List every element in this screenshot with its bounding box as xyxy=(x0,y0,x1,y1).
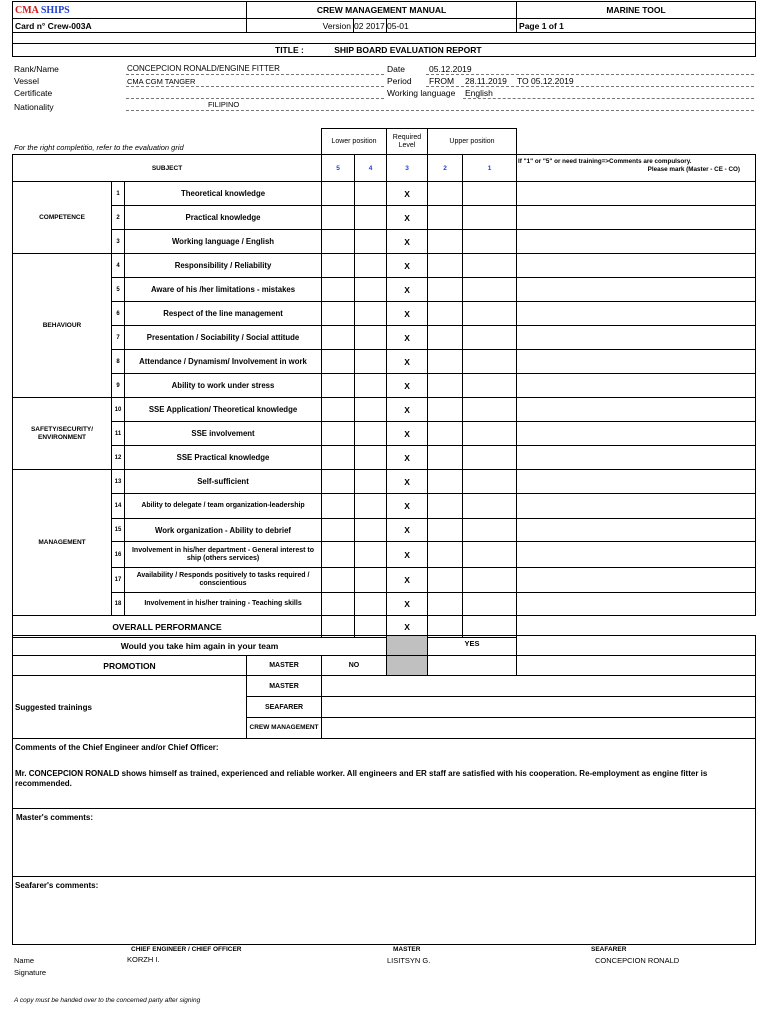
item-number: 3 xyxy=(112,230,125,254)
comment-cell[interactable] xyxy=(517,519,756,542)
score-cell-3[interactable]: X xyxy=(387,593,428,616)
version-value: 02 2017 xyxy=(354,20,385,31)
comment-cell[interactable] xyxy=(517,446,756,470)
name-label: Name xyxy=(14,956,35,965)
score-cell-1[interactable] xyxy=(463,206,517,230)
comment-cell[interactable] xyxy=(517,593,756,616)
rank-value: CONCEPCION RONALD/ENGINE FITTER xyxy=(127,64,280,73)
score-cell-5[interactable] xyxy=(322,542,355,568)
score-cell-2[interactable] xyxy=(428,542,463,568)
score-cell-4[interactable] xyxy=(355,568,387,593)
score-5: 5 xyxy=(322,155,355,182)
overall-score-3[interactable]: X xyxy=(387,616,428,638)
score-cell-5[interactable] xyxy=(322,278,355,302)
score-cell-5[interactable] xyxy=(322,568,355,593)
version-date: 05-01 xyxy=(387,19,517,33)
comment-cell[interactable] xyxy=(517,374,756,398)
item-label: Aware of his /her limitations - mistakes xyxy=(125,278,322,302)
promotion-value: NO xyxy=(322,656,387,676)
score-cell-2[interactable] xyxy=(428,446,463,470)
overall-label: OVERALL PERFORMANCE xyxy=(13,616,322,638)
score-cell-5[interactable] xyxy=(322,593,355,616)
evaluation-row xyxy=(13,230,756,254)
score-cell-4[interactable] xyxy=(355,350,387,374)
item-number: 13 xyxy=(112,470,125,494)
item-number: 7 xyxy=(112,326,125,350)
score-cell-4[interactable] xyxy=(355,422,387,446)
score-cell-5[interactable] xyxy=(322,422,355,446)
suggested-crew-field[interactable] xyxy=(322,718,756,739)
rule xyxy=(126,98,384,99)
evaluation-row xyxy=(13,568,756,593)
score-cell-3[interactable]: X xyxy=(387,302,428,326)
item-label: Practical knowledge xyxy=(125,206,322,230)
score-cell-2[interactable] xyxy=(428,302,463,326)
evaluation-row xyxy=(13,398,756,422)
score-cell-1[interactable] xyxy=(463,182,517,206)
comment-cell[interactable] xyxy=(517,278,756,302)
rule xyxy=(126,74,384,75)
item-label: SSE involvement xyxy=(125,422,322,446)
item-label: Attendance / Dynamism/ Involvement in work xyxy=(125,350,322,374)
comment-note xyxy=(517,155,756,182)
period-label: Period xyxy=(387,76,412,86)
score-cell-1[interactable] xyxy=(463,350,517,374)
item-number: 11 xyxy=(112,422,125,446)
comment-cell[interactable] xyxy=(517,182,756,206)
title-label: TITLE : xyxy=(275,45,304,55)
score-cell-3[interactable]: X xyxy=(387,254,428,278)
suggested-seafarer-field[interactable] xyxy=(322,697,756,718)
score-cell-1[interactable] xyxy=(463,326,517,350)
score-cell-3[interactable]: X xyxy=(387,206,428,230)
score-cell-2[interactable] xyxy=(428,374,463,398)
score-3: 3 xyxy=(387,155,428,182)
score-cell-3[interactable]: X xyxy=(387,374,428,398)
score-cell-3[interactable]: X xyxy=(387,470,428,494)
score-cell-5[interactable] xyxy=(322,398,355,422)
item-number: 16 xyxy=(112,542,125,568)
chief-comments-text: Mr. CONCEPCION RONALD shows himself as trained, experienced and reliable worker. All engineers and ER staff are satisfied with his cooperation. Re-employment as engine fitter is recommended. xyxy=(15,769,708,788)
evaluation-row xyxy=(13,350,756,374)
position-header xyxy=(321,128,517,155)
score-cell-3[interactable]: X xyxy=(387,422,428,446)
evaluation-row xyxy=(13,494,756,519)
comment-note-line-2: Please mark (Master - CE - CO) xyxy=(647,166,741,173)
lower-position: Lower position xyxy=(322,129,387,155)
score-cell-5[interactable] xyxy=(322,230,355,254)
score-cell-2[interactable] xyxy=(428,519,463,542)
comment-cell[interactable] xyxy=(517,542,756,568)
score-cell-2[interactable] xyxy=(428,470,463,494)
score-cell-2[interactable] xyxy=(428,398,463,422)
score-cell-2[interactable] xyxy=(428,182,463,206)
item-number: 4 xyxy=(112,254,125,278)
rule xyxy=(426,74,754,75)
rule xyxy=(126,110,754,111)
suggested-seafarer: SEAFARER xyxy=(247,697,322,718)
item-label: Self-sufficient xyxy=(125,470,322,494)
rank-label: Rank/Name xyxy=(14,64,59,74)
vessel-value: CMA CGM TANGER xyxy=(127,77,196,86)
evaluation-row xyxy=(13,302,756,326)
footer-note: A copy must be handed over to the concerned party after signing xyxy=(14,997,201,1004)
score-cell-5[interactable] xyxy=(322,206,355,230)
score-cell-2[interactable] xyxy=(428,494,463,519)
score-cell-3[interactable]: X xyxy=(387,568,428,593)
score-cell-4[interactable] xyxy=(355,206,387,230)
subject-header-row xyxy=(13,155,756,182)
item-number: 10 xyxy=(112,398,125,422)
item-number: 1 xyxy=(112,182,125,206)
chief-comments-box[interactable] xyxy=(13,739,756,809)
promotion-gray xyxy=(387,656,428,676)
evaluation-row xyxy=(13,182,756,206)
score-cell-3[interactable]: X xyxy=(387,230,428,254)
promotion-empty-2 xyxy=(517,656,756,676)
group-label: COMPETENCE xyxy=(13,182,112,254)
period-from: 28.11.2019 xyxy=(465,76,507,86)
item-label: Involvement in his/her training - Teaching skills xyxy=(125,593,322,616)
period-to: 05.12.2019 xyxy=(531,76,574,86)
logo xyxy=(13,2,247,19)
chief-name: KORZH I. xyxy=(127,955,160,964)
comment-cell[interactable] xyxy=(517,350,756,374)
score-cell-3[interactable]: X xyxy=(387,182,428,206)
score-cell-4[interactable] xyxy=(355,182,387,206)
score-cell-1[interactable] xyxy=(463,398,517,422)
rule xyxy=(426,86,754,87)
item-number: 15 xyxy=(112,519,125,542)
comment-cell[interactable] xyxy=(517,206,756,230)
item-label: Involvement in his/her department - General interest to ship (others services) xyxy=(125,542,322,568)
score-cell-2[interactable] xyxy=(428,422,463,446)
nationality-label: Nationality xyxy=(14,102,54,112)
promotion-master: MASTER xyxy=(247,656,322,676)
version-label: Version xyxy=(247,19,354,33)
score-cell-5[interactable] xyxy=(322,350,355,374)
group-label: BEHAVIOUR xyxy=(13,254,112,398)
card-number: Card n° Crew-003A xyxy=(13,19,247,33)
tool-title: MARINE TOOL xyxy=(517,2,756,19)
score-cell-3[interactable]: X xyxy=(387,519,428,542)
score-cell-2[interactable] xyxy=(428,254,463,278)
comment-cell[interactable] xyxy=(517,568,756,593)
suggested-master-field[interactable] xyxy=(322,676,756,697)
evaluation-row xyxy=(13,254,756,278)
score-2: 2 xyxy=(428,155,463,182)
take-again-gray xyxy=(387,636,428,656)
evaluation-row xyxy=(13,422,756,446)
evaluation-row xyxy=(13,278,756,302)
rule xyxy=(126,86,384,87)
score-cell-2[interactable] xyxy=(428,350,463,374)
take-again-empty xyxy=(517,636,756,656)
chief-header: CHIEF ENGINEER / CHIEF OFFICER xyxy=(131,946,242,953)
required-level: Required Level xyxy=(387,129,428,155)
signature-label: Signature xyxy=(14,968,47,977)
comment-cell[interactable] xyxy=(517,302,756,326)
score-cell-1[interactable] xyxy=(463,494,517,519)
score-cell-2[interactable] xyxy=(428,230,463,254)
take-again-label: Would you take him again in your team xyxy=(13,636,387,656)
score-cell-1[interactable] xyxy=(463,230,517,254)
score-cell-1[interactable] xyxy=(463,519,517,542)
score-cell-3[interactable]: X xyxy=(387,398,428,422)
score-cell-1[interactable] xyxy=(463,374,517,398)
report-title: SHIP BOARD EVALUATION REPORT xyxy=(334,45,482,55)
rule xyxy=(463,98,754,99)
score-cell-2[interactable] xyxy=(428,593,463,616)
chief-comments-label: Comments of the Chief Engineer and/or Chief Officer: xyxy=(15,743,219,752)
item-number: 5 xyxy=(112,278,125,302)
logo-cma: CMA xyxy=(15,4,39,16)
score-cell-5[interactable] xyxy=(322,446,355,470)
comment-cell[interactable] xyxy=(517,254,756,278)
score-cell-4[interactable] xyxy=(355,470,387,494)
item-label: Presentation / Sociability / Social attitude xyxy=(125,326,322,350)
master-comments-box[interactable] xyxy=(13,809,756,877)
grid-note: For the right completitio, refer to the evaluation grid xyxy=(14,143,184,152)
language-label: Working language xyxy=(387,88,456,98)
evaluation-table xyxy=(12,154,756,638)
score-cell-4[interactable] xyxy=(355,542,387,568)
upper-position: Upper position xyxy=(428,129,517,155)
score-4: 4 xyxy=(355,155,387,182)
score-cell-1[interactable] xyxy=(463,302,517,326)
comment-cell[interactable] xyxy=(517,470,756,494)
item-label: Responsibility / Reliability xyxy=(125,254,322,278)
score-cell-1[interactable] xyxy=(463,568,517,593)
group-label: MANAGEMENT xyxy=(13,470,112,616)
score-cell-4[interactable] xyxy=(355,593,387,616)
item-label: Work organization - Ability to debrief xyxy=(125,519,322,542)
score-cell-1[interactable] xyxy=(463,278,517,302)
score-cell-4[interactable] xyxy=(355,278,387,302)
item-number: 6 xyxy=(112,302,125,326)
score-cell-3[interactable]: X xyxy=(387,326,428,350)
evaluation-row xyxy=(13,374,756,398)
score-cell-1[interactable] xyxy=(463,470,517,494)
score-cell-4[interactable] xyxy=(355,398,387,422)
promotion-label: PROMOTION xyxy=(13,656,247,676)
period-to-label: TO xyxy=(517,76,529,86)
score-cell-5[interactable] xyxy=(322,374,355,398)
score-cell-3[interactable]: X xyxy=(387,350,428,374)
item-label: SSE Application/ Theoretical knowledge xyxy=(125,398,322,422)
score-cell-2[interactable] xyxy=(428,568,463,593)
item-label: SSE Practical knowledge xyxy=(125,446,322,470)
evaluation-row xyxy=(13,326,756,350)
language-value: English xyxy=(465,88,493,98)
suggested-label: Suggested trainings xyxy=(13,676,247,739)
suggested-master: MASTER xyxy=(247,676,322,697)
item-label: Ability to delegate / team organization-leadership xyxy=(125,494,322,519)
score-cell-4[interactable] xyxy=(355,302,387,326)
score-cell-1[interactable] xyxy=(463,422,517,446)
seafarer-name: CONCEPCION RONALD xyxy=(595,956,680,965)
score-cell-4[interactable] xyxy=(355,494,387,519)
score-cell-4[interactable] xyxy=(355,374,387,398)
score-cell-3[interactable]: X xyxy=(387,446,428,470)
evaluation-row xyxy=(13,206,756,230)
date-value: 05.12.2019 xyxy=(429,64,472,74)
seafarer-header: SEAFARER xyxy=(591,946,627,953)
score-cell-1[interactable] xyxy=(463,593,517,616)
score-cell-1[interactable] xyxy=(463,446,517,470)
spacer-row xyxy=(13,33,756,44)
item-number: 2 xyxy=(112,206,125,230)
evaluation-row xyxy=(13,519,756,542)
item-number: 17 xyxy=(112,568,125,593)
score-cell-3[interactable]: X xyxy=(387,542,428,568)
score-cell-4[interactable] xyxy=(355,519,387,542)
bottom-table xyxy=(12,635,756,945)
score-cell-4[interactable] xyxy=(355,230,387,254)
item-number: 14 xyxy=(112,494,125,519)
score-cell-5[interactable] xyxy=(322,519,355,542)
item-label: Respect of the line management xyxy=(125,302,322,326)
item-number: 18 xyxy=(112,593,125,616)
report-title-row xyxy=(13,44,756,57)
item-label: Working language / English xyxy=(125,230,322,254)
nationality-value: FILIPINO xyxy=(208,100,240,109)
score-cell-4[interactable] xyxy=(355,326,387,350)
page-info: Page 1 of 1 xyxy=(517,19,756,33)
score-cell-1[interactable] xyxy=(463,542,517,568)
certificate-label: Certificate xyxy=(14,88,53,98)
score-cell-5[interactable] xyxy=(322,302,355,326)
item-label: Ability to work under stress xyxy=(125,374,322,398)
score-cell-4[interactable] xyxy=(355,254,387,278)
master-name: LISITSYN G. xyxy=(387,956,431,965)
promotion-empty xyxy=(428,656,517,676)
comment-cell[interactable] xyxy=(517,230,756,254)
seafarer-comments-box[interactable] xyxy=(13,877,756,945)
seafarer-comments-label: Seafarer's comments: xyxy=(15,881,99,890)
item-label: Theoretical knowledge xyxy=(125,182,322,206)
item-label: Availability / Responds positively to tasks required / conscientious xyxy=(125,568,322,593)
comment-note-line-1: If "1" or "5" or need training=>Comments are compulsory. xyxy=(518,158,692,165)
comment-cell[interactable] xyxy=(517,494,756,519)
score-cell-5[interactable] xyxy=(322,182,355,206)
logo-ships: SHIPS xyxy=(40,4,70,16)
manual-title: CREW MANAGEMENT MANUAL xyxy=(247,2,517,19)
score-cell-3[interactable]: X xyxy=(387,494,428,519)
score-cell-2[interactable] xyxy=(428,206,463,230)
score-cell-5[interactable] xyxy=(322,494,355,519)
score-cell-3[interactable]: X xyxy=(387,278,428,302)
comment-cell[interactable] xyxy=(517,422,756,446)
score-cell-2[interactable] xyxy=(428,278,463,302)
score-cell-5[interactable] xyxy=(322,326,355,350)
suggested-crew: CREW MANAGEMENT xyxy=(247,718,322,739)
group-label: SAFETY/SECURITY/ ENVIRONMENT xyxy=(13,398,112,470)
item-number: 8 xyxy=(112,350,125,374)
subject-label: SUBJECT xyxy=(13,155,322,182)
score-cell-4[interactable] xyxy=(355,446,387,470)
take-again-value: YES xyxy=(428,636,517,656)
evaluation-row xyxy=(13,593,756,616)
date-label: Date xyxy=(387,64,405,74)
evaluation-row xyxy=(13,446,756,470)
vessel-label: Vessel xyxy=(14,76,40,86)
header-table xyxy=(12,1,756,57)
score-cell-5[interactable] xyxy=(322,254,355,278)
master-comments-label: Master's comments: xyxy=(16,813,94,822)
score-cell-5[interactable] xyxy=(322,470,355,494)
master-header: MASTER xyxy=(393,946,421,953)
score-cell-1[interactable] xyxy=(463,254,517,278)
item-number: 12 xyxy=(112,446,125,470)
period-from-label: FROM xyxy=(429,76,455,86)
comment-cell[interactable] xyxy=(517,398,756,422)
score-cell-2[interactable] xyxy=(428,326,463,350)
score-1: 1 xyxy=(463,155,517,182)
evaluation-row xyxy=(13,470,756,494)
item-number: 9 xyxy=(112,374,125,398)
comment-cell[interactable] xyxy=(517,326,756,350)
evaluation-row xyxy=(13,542,756,568)
